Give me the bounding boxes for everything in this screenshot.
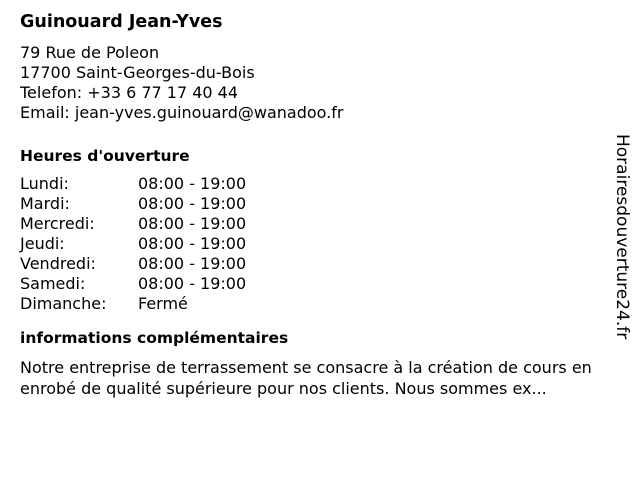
hours-row-saturday: [20, 274, 610, 294]
time-value: 08:00 - 19:00: [138, 194, 247, 213]
hours-row-wednesday: [20, 214, 610, 234]
time-value: 08:00 - 19:00: [138, 174, 247, 193]
business-name: Guinouard Jean-Yves: [20, 12, 223, 32]
time-value: Fermé: [138, 294, 188, 313]
business-card: [20, 10, 610, 399]
hours-row-sunday: [20, 294, 610, 314]
phone-text: Telefon: +33 6 77 17 40 44: [20, 83, 239, 102]
time-value: 08:00 - 19:00: [138, 274, 247, 293]
site-watermark: Horairesdouverture24.fr: [612, 134, 632, 340]
contact-block: [20, 43, 610, 123]
opening-hours-table: [20, 174, 610, 314]
address-city: 17700 Saint-Georges-du-Bois: [20, 63, 255, 82]
hours-row-friday: [20, 254, 610, 274]
day-label: Jeudi:: [20, 234, 65, 253]
hours-row-tuesday: [20, 194, 610, 214]
email-text: Email: jean-yves.guinouard@wanadoo.fr: [20, 103, 344, 122]
hours-row-thursday: [20, 234, 610, 254]
day-label: Mercredi:: [20, 214, 95, 233]
day-label: Lundi:: [20, 174, 69, 193]
day-label: Vendredi:: [20, 254, 96, 273]
day-label: Dimanche:: [20, 294, 107, 313]
time-value: 08:00 - 19:00: [138, 234, 247, 253]
business-description: Notre entreprise de terrassement se consacre à la création de cours en enrobé de qualité supérieure pour nos clients. Nous sommes ex...: [20, 358, 592, 398]
opening-hours-title: Heures d'ouverture: [20, 147, 190, 165]
day-label: Mardi:: [20, 194, 70, 213]
hours-row-monday: [20, 174, 610, 194]
time-value: 08:00 - 19:00: [138, 254, 247, 273]
address-street: 79 Rue de Poleon: [20, 43, 160, 62]
additional-info-title: informations complémentaires: [20, 329, 289, 347]
time-value: 08:00 - 19:00: [138, 214, 247, 233]
day-label: Samedi:: [20, 274, 86, 293]
